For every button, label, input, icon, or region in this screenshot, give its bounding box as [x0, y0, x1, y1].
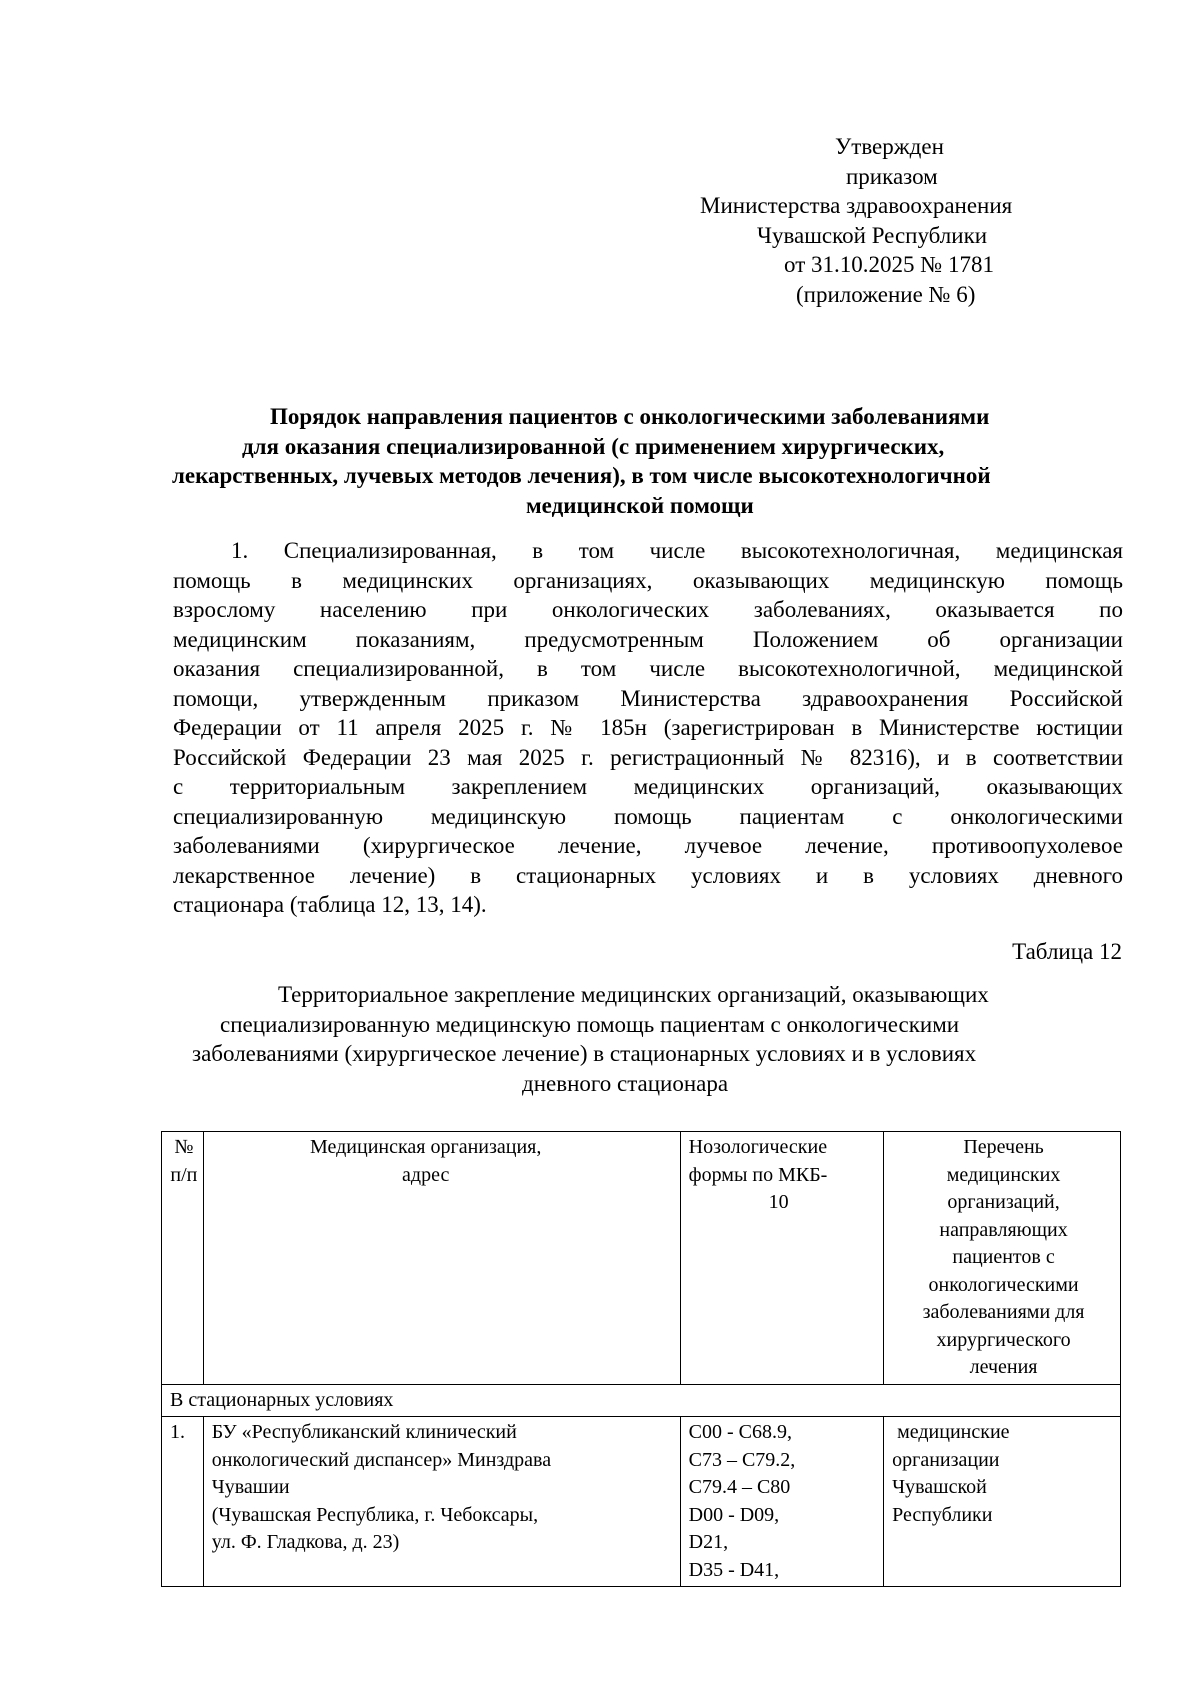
para-line: медицинским показаниям, предусмотренным Положением об организации — [173, 626, 1123, 652]
header-ref: Перечень медицинских организаций, направляющих пациентов с онкологическими заболеваниями для хирургического лечения — [884, 1132, 1121, 1385]
table-section-row — [162, 1384, 1121, 1417]
row-ref: медицинские организации Чувашской Республики — [884, 1417, 1121, 1587]
para-line: помощи, утвержденным приказом Министерства здравоохранения Российской — [173, 685, 1123, 711]
document-title — [170, 402, 1130, 520]
title-line: медицинской помощи — [526, 492, 754, 518]
section-title: В стационарных условиях — [162, 1384, 1121, 1417]
table-number-label: Таблица 12 — [1012, 939, 1122, 964]
title-line: лекарственных, лучевых методов лечения), в том числе высокотехнологичной — [172, 463, 991, 488]
title-line: для оказания специализированной (с применением хирургических, — [242, 433, 945, 459]
caption-line: специализированную медицинскую помощь пациентам с онкологическими — [220, 1011, 960, 1037]
para-line: помощь в медицинских организациях, оказывающих медицинскую помощь — [173, 567, 1123, 593]
row-num: 1. — [162, 1417, 204, 1587]
approval-line: Утвержден — [835, 134, 944, 159]
approval-line: от 31.10.2025 № 1781 — [784, 252, 994, 277]
para-line: стационара (таблица 12, 13, 14). — [173, 892, 487, 917]
row-org: БУ «Республиканский клинический онкологический диспансер» Минздрава Чувашии (Чувашская Республика, г. Чебоксары, ул. Ф. Гладкова, д. 23) — [203, 1417, 680, 1587]
header-num: № п/п — [162, 1132, 204, 1385]
approval-block — [700, 132, 1120, 309]
header-icd: Нозологические формы по МКБ- 10 — [680, 1132, 883, 1385]
caption-line: заболеваниями (хирургическое лечение) в стационарных условиях и в условиях — [192, 1041, 977, 1066]
para-line: Федерации от 11 апреля 2025 г. № 185н (зарегистрирован в Министерстве юстиции — [173, 715, 1123, 740]
para-line: оказания специализированной, в том числе высокотехнологичной, медицинской — [173, 656, 1123, 681]
para-line: Российской Федерации 23 мая 2025 г. регистрационный № 82316), и в соответствии — [173, 744, 1123, 770]
para-line: с территориальным закреплением медицинских организаций, оказывающих — [173, 774, 1123, 799]
caption-line: дневного стационара — [522, 1070, 729, 1096]
approval-line: приказом — [846, 163, 938, 189]
table-caption — [170, 980, 1130, 1098]
para-line: 1. Специализированная, в том числе высокотехнологичная, медицинская — [231, 538, 1123, 563]
title-line: Порядок направления пациентов с онкологическими заболеваниями — [270, 404, 990, 429]
para-line: специализированную медицинскую помощь пациентам с онкологическими — [173, 803, 1123, 829]
approval-line: Чувашской Республики — [757, 222, 988, 248]
body-paragraph — [173, 536, 1123, 920]
para-line: лекарственное лечение) в стационарных условиях и в условиях дневного — [173, 862, 1123, 888]
table-header-row — [162, 1132, 1121, 1385]
para-line: взрослому населению при онкологических заболеваниях, оказывается по — [173, 597, 1123, 622]
header-org: Медицинская организация, адрес — [203, 1132, 680, 1385]
table-row — [162, 1417, 1121, 1587]
approval-line: Министерства здравоохранения — [700, 193, 1013, 218]
caption-line: Территориальное закрепление медицинских организаций, оказывающих — [278, 982, 989, 1007]
territorial-assignment-table — [161, 1131, 1121, 1587]
para-line: заболеваниями (хирургическое лечение, лучевое лечение, противоопухолевое — [173, 833, 1123, 858]
row-icd: C00 - C68.9, C73 – C79.2, C79.4 – C80 D00 - D09, D21, D35 - D41, — [680, 1417, 883, 1587]
approval-line: (приложение № 6) — [796, 281, 976, 307]
